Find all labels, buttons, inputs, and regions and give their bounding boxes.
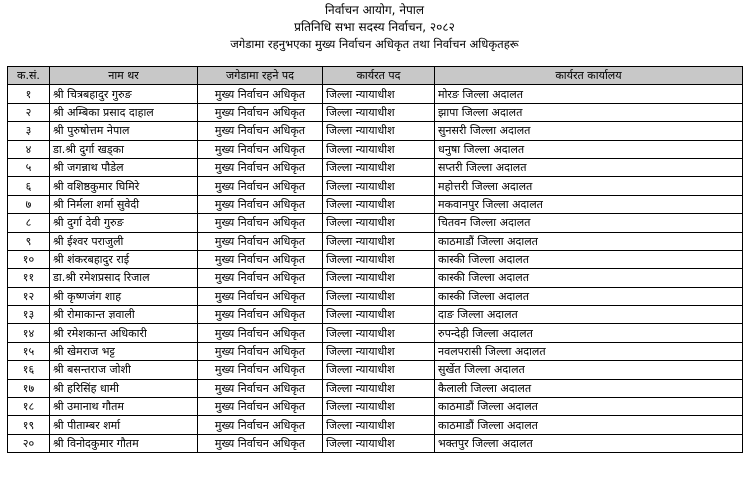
- column-header-reserve-post: जगेडामा रहने पद: [198, 67, 323, 85]
- cell-name: श्री कृष्णजंग शाह: [50, 287, 198, 305]
- cell-current-post: जिल्ला न्यायाधीश: [323, 398, 435, 416]
- table-row: [8, 250, 743, 268]
- cell-serial: ९: [8, 232, 50, 250]
- cell-name: श्री खेमराज भट्ट: [50, 342, 198, 360]
- table-row: [8, 287, 743, 305]
- cell-reserve-post: मुख्य निर्वाचन अधिकृत: [198, 232, 323, 250]
- cell-name: डा.श्री रमेशप्रसाद रिजाल: [50, 269, 198, 287]
- cell-current-office: सुर्खेत जिल्ला अदालत: [435, 361, 743, 379]
- cell-name: श्री चित्रबहादुर गुरुङ: [50, 85, 198, 103]
- cell-current-office: मोरङ जिल्ला अदालत: [435, 85, 743, 103]
- cell-current-post: जिल्ला न्यायाधीश: [323, 434, 435, 452]
- table-body: [8, 85, 743, 453]
- cell-current-post: जिल्ला न्यायाधीश: [323, 232, 435, 250]
- cell-current-post: जिल्ला न्यायाधीश: [323, 342, 435, 360]
- cell-name: श्री रमेशकान्त अधिकारी: [50, 324, 198, 342]
- cell-serial: १२: [8, 287, 50, 305]
- table-row: [8, 324, 743, 342]
- table-row: [8, 177, 743, 195]
- cell-reserve-post: मुख्य निर्वाचन अधिकृत: [198, 250, 323, 268]
- cell-name: श्री पीताम्बर शर्मा: [50, 416, 198, 434]
- table-row: [8, 214, 743, 232]
- table-row: [8, 361, 743, 379]
- cell-name: श्री ईश्वर पराजुली: [50, 232, 198, 250]
- cell-serial: ४: [8, 140, 50, 158]
- cell-current-post: जिल्ला न्यायाधीश: [323, 177, 435, 195]
- cell-reserve-post: मुख्य निर्वाचन अधिकृत: [198, 140, 323, 158]
- table-row: [8, 269, 743, 287]
- cell-current-office: धनुषा जिल्ला अदालत: [435, 140, 743, 158]
- list-title: जगेडामा रहनुभएका मुख्य निर्वाचन अधिकृत तथा निर्वाचन अधिकृतहरू: [230, 37, 519, 51]
- cell-current-office: कास्की जिल्ला अदालत: [435, 287, 743, 305]
- cell-reserve-post: मुख्य निर्वाचन अधिकृत: [198, 122, 323, 140]
- cell-reserve-post: मुख्य निर्वाचन अधिकृत: [198, 158, 323, 176]
- table-row: [8, 379, 743, 397]
- cell-name: श्री पुरुषोत्तम नेपाल: [50, 122, 198, 140]
- cell-reserve-post: मुख्य निर्वाचन अधिकृत: [198, 269, 323, 287]
- cell-name: श्री वशिष्ठकुमार घिमिरे: [50, 177, 198, 195]
- cell-current-post: जिल्ला न्यायाधीश: [323, 361, 435, 379]
- column-header-serial: क.सं.: [8, 67, 50, 85]
- cell-serial: १३: [8, 306, 50, 324]
- cell-current-post: जिल्ला न्यायाधीश: [323, 269, 435, 287]
- cell-reserve-post: मुख्य निर्वाचन अधिकृत: [198, 214, 323, 232]
- cell-serial: ६: [8, 177, 50, 195]
- cell-reserve-post: मुख्य निर्वाचन अधिकृत: [198, 361, 323, 379]
- cell-serial: १: [8, 85, 50, 103]
- cell-serial: २: [8, 103, 50, 121]
- cell-name: श्री जगन्नाथ पौडेल: [50, 158, 198, 176]
- cell-current-post: जिल्ला न्यायाधीश: [323, 306, 435, 324]
- table-row: [8, 398, 743, 416]
- table-row: [8, 158, 743, 176]
- cell-reserve-post: मुख्य निर्वाचन अधिकृत: [198, 177, 323, 195]
- cell-current-office: सुनसरी जिल्ला अदालत: [435, 122, 743, 140]
- column-header-current-office: कार्यरत कार्यालय: [435, 67, 743, 85]
- cell-reserve-post: मुख्य निर्वाचन अधिकृत: [198, 434, 323, 452]
- cell-serial: ११: [8, 269, 50, 287]
- cell-serial: १४: [8, 324, 50, 342]
- cell-reserve-post: मुख्य निर्वाचन अधिकृत: [198, 398, 323, 416]
- cell-name: श्री शंकरबहादुर राई: [50, 250, 198, 268]
- cell-current-office: कैलाली जिल्ला अदालत: [435, 379, 743, 397]
- cell-reserve-post: मुख्य निर्वाचन अधिकृत: [198, 379, 323, 397]
- cell-current-post: जिल्ला न्यायाधीश: [323, 195, 435, 213]
- table-row: [8, 195, 743, 213]
- cell-current-office: दाङ जिल्ला अदालत: [435, 306, 743, 324]
- cell-current-post: जिल्ला न्यायाधीश: [323, 250, 435, 268]
- table-row: [8, 434, 743, 452]
- column-header-current-post: कार्यरत पद: [323, 67, 435, 85]
- officers-table: [7, 66, 743, 453]
- cell-serial: ५: [8, 158, 50, 176]
- cell-name: श्री रोमाकान्त ज्ञवाली: [50, 306, 198, 324]
- cell-name: डा.श्री दुर्गा खड्का: [50, 140, 198, 158]
- cell-current-office: रुपन्देही जिल्ला अदालत: [435, 324, 743, 342]
- cell-current-office: झापा जिल्ला अदालत: [435, 103, 743, 121]
- cell-current-post: जिल्ला न्यायाधीश: [323, 103, 435, 121]
- commission-title: निर्वाचन आयोग, नेपाल: [324, 3, 425, 17]
- cell-serial: १०: [8, 250, 50, 268]
- cell-reserve-post: मुख्य निर्वाचन अधिकृत: [198, 287, 323, 305]
- cell-current-post: जिल्ला न्यायाधीश: [323, 214, 435, 232]
- cell-current-post: जिल्ला न्यायाधीश: [323, 287, 435, 305]
- cell-reserve-post: मुख्य निर्वाचन अधिकृत: [198, 195, 323, 213]
- cell-serial: १८: [8, 398, 50, 416]
- cell-current-post: जिल्ला न्यायाधीश: [323, 158, 435, 176]
- cell-current-office: सप्तरी जिल्ला अदालत: [435, 158, 743, 176]
- cell-name: श्री विनोदकुमार गौतम: [50, 434, 198, 452]
- cell-name: श्री उमानाथ गौतम: [50, 398, 198, 416]
- cell-current-office: काठमाडौं जिल्ला अदालत: [435, 232, 743, 250]
- cell-current-post: जिल्ला न्यायाधीश: [323, 416, 435, 434]
- cell-current-office: मकवानपुर जिल्ला अदालत: [435, 195, 743, 213]
- cell-serial: २०: [8, 434, 50, 452]
- cell-current-post: जिल्ला न्यायाधीश: [323, 85, 435, 103]
- table-row: [8, 103, 743, 121]
- cell-current-post: जिल्ला न्यायाधीश: [323, 122, 435, 140]
- cell-serial: १९: [8, 416, 50, 434]
- cell-current-office: कास्की जिल्ला अदालत: [435, 250, 743, 268]
- cell-name: श्री अम्बिका प्रसाद दाहाल: [50, 103, 198, 121]
- table-row: [8, 122, 743, 140]
- cell-current-post: जिल्ला न्यायाधीश: [323, 379, 435, 397]
- cell-current-office: कास्की जिल्ला अदालत: [435, 269, 743, 287]
- cell-serial: ७: [8, 195, 50, 213]
- election-title: प्रतिनिधि सभा सदस्य निर्वाचन, २०८२: [294, 20, 455, 34]
- table-row: [8, 306, 743, 324]
- cell-current-office: भक्तपुर जिल्ला अदालत: [435, 434, 743, 452]
- table-row: [8, 342, 743, 360]
- cell-reserve-post: मुख्य निर्वाचन अधिकृत: [198, 342, 323, 360]
- cell-reserve-post: मुख्य निर्वाचन अधिकृत: [198, 416, 323, 434]
- cell-current-office: काठमाडौं जिल्ला अदालत: [435, 416, 743, 434]
- cell-serial: १५: [8, 342, 50, 360]
- table-row: [8, 232, 743, 250]
- cell-serial: १७: [8, 379, 50, 397]
- cell-serial: १६: [8, 361, 50, 379]
- table-row: [8, 140, 743, 158]
- cell-reserve-post: मुख्य निर्वाचन अधिकृत: [198, 324, 323, 342]
- cell-current-office: चितवन जिल्ला अदालत: [435, 214, 743, 232]
- column-header-name: नाम थर: [50, 67, 198, 85]
- table-row: [8, 85, 743, 103]
- cell-name: श्री हरिसिंह धामी: [50, 379, 198, 397]
- cell-serial: ३: [8, 122, 50, 140]
- cell-name: श्री निर्मला शर्मा सुवेदी: [50, 195, 198, 213]
- cell-current-office: महोत्तरी जिल्ला अदालत: [435, 177, 743, 195]
- table-row: [8, 416, 743, 434]
- cell-serial: ८: [8, 214, 50, 232]
- cell-reserve-post: मुख्य निर्वाचन अधिकृत: [198, 85, 323, 103]
- cell-current-office: नवलपरासी जिल्ला अदालत: [435, 342, 743, 360]
- cell-reserve-post: मुख्य निर्वाचन अधिकृत: [198, 306, 323, 324]
- cell-name: श्री बसन्तराज जोशी: [50, 361, 198, 379]
- cell-current-post: जिल्ला न्यायाधीश: [323, 324, 435, 342]
- cell-current-post: जिल्ला न्यायाधीश: [323, 140, 435, 158]
- cell-current-office: काठमाडौं जिल्ला अदालत: [435, 398, 743, 416]
- table-header-row: [8, 67, 743, 85]
- cell-reserve-post: मुख्य निर्वाचन अधिकृत: [198, 103, 323, 121]
- cell-name: श्री दुर्गा देवी गुरुङ: [50, 214, 198, 232]
